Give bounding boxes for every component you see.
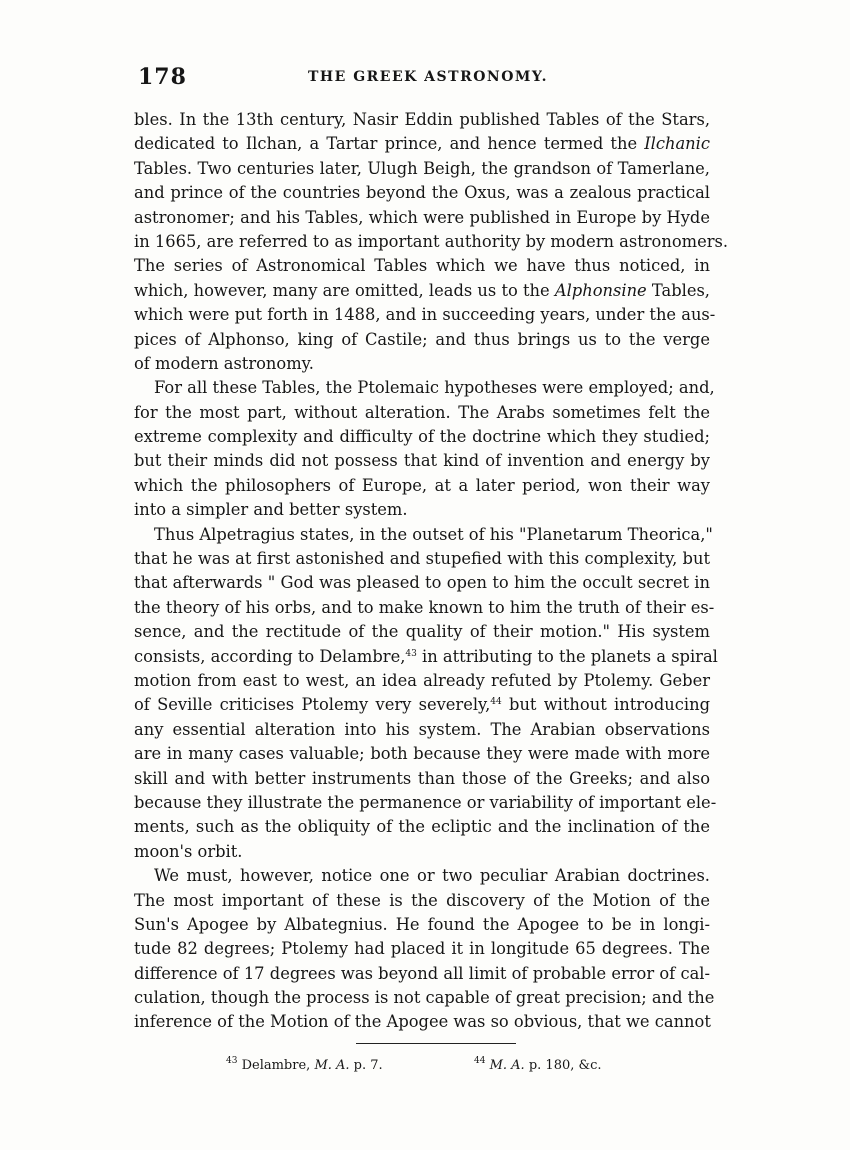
footnote-43: $^{43}$ Delambre, M. A. p. 7. — [226, 1056, 383, 1073]
text-line: extreme complexity and difficulty of the doctrine which they studied; — [134, 427, 710, 447]
text-line: inference of the Motion of the Apogee was so obvious, that we cannot — [134, 1012, 711, 1032]
page-header — [138, 62, 712, 98]
page-number: 178 — [138, 64, 187, 90]
text-line: Tables. Two centuries later, Ulugh Beigh, the grandson of Tamerlane, — [134, 158, 710, 178]
text-line: into a simpler and better system. — [134, 500, 408, 520]
text-line: which, however, many are omitted, leads us to the Alphonsine Tables, — [134, 280, 710, 300]
text-line: We must, however, notice one or two peculiar Arabian doctrines. — [154, 866, 710, 886]
text-line: motion from east to west, an idea already refuted by Ptolemy. Geber — [134, 670, 710, 690]
text-line: pices of Alphonso, king of Castile; and thus brings us to the verge — [134, 329, 710, 349]
body-text — [134, 108, 729, 1035]
text-line: because they illustrate the permanence or variability of important ele- — [134, 792, 717, 812]
text-line: culation, though the process is not capable of great precision; and the — [134, 988, 715, 1008]
text-line: ments, such as the obliquity of the ecliptic and the inclination of the — [134, 817, 710, 837]
text-line: which the philosophers of Europe, at a later period, won their way — [134, 475, 710, 495]
footnote-rule — [356, 1043, 516, 1044]
footnote-44: $^{44}$ M. A. p. 180, &c. — [474, 1056, 602, 1073]
text-line: but their minds did not possess that kind of invention and energy by — [134, 451, 710, 471]
paragraph — [134, 376, 715, 522]
text-line: sence, and the rectitude of the quality of their motion." His system — [134, 622, 710, 642]
text-line: which were put forth in 1488, and in succeeding years, under the aus- — [134, 305, 716, 325]
text-line: difference of 17 degrees was beyond all limit of probable error of cal- — [134, 963, 710, 983]
running-head: THE GREEK ASTRONOMY. — [308, 69, 548, 85]
text-line: in 1665, are referred to as important authority by modern astronomers. — [134, 231, 729, 251]
text-line: that afterwards " God was pleased to open to him the occult secret in — [134, 573, 710, 593]
text-line: astronomer; and his Tables, which were published in Europe by Hyde — [134, 207, 710, 227]
text-line: of modern astronomy. — [134, 353, 314, 373]
text-line: consists, according to Delambre,$^{43}$ in attributing to the planets a spiral — [134, 646, 718, 666]
text-line: Thus Alpetragius states, in the outset of his "Planetarum Theorica," — [154, 524, 713, 544]
text-line: that he was at first astonished and stupefied with this complexity, but — [134, 549, 710, 569]
text-line: moon's orbit. — [134, 841, 243, 861]
text-line: dedicated to Ilchan, a Tartar prince, and hence termed the Ilchanic — [134, 134, 710, 154]
footnote-marker: 44 — [474, 1056, 486, 1066]
footnote-ref: 44 — [490, 697, 502, 708]
text-line: tude 82 degrees; Ptolemy had placed it in longitude 65 degrees. The — [134, 939, 710, 959]
paragraph — [134, 523, 718, 864]
text-line: and prince of the countries beyond the Oxus, was a zealous practical — [134, 183, 710, 203]
text-line: bles. In the 13th century, Nasir Eddin published Tables of the Stars, — [134, 110, 710, 129]
text-line: skill and with better instruments than those of the Greeks; and also — [134, 768, 710, 788]
footnote-ref: 43 — [405, 648, 417, 659]
text-line: Sun's Apogee by Albategnius. He found the Apogee to be in longi- — [134, 914, 710, 934]
text-line: for the most part, without alteration. The Arabs sometimes felt the — [134, 402, 710, 422]
text-line: For all these Tables, the Ptolemaic hypotheses were employed; and, — [154, 378, 715, 398]
text-line: any essential alteration into his system. The Arabian observations — [134, 719, 710, 739]
text-line: are in many cases valuable; both because they were made with more — [134, 744, 710, 764]
text-line: the theory of his orbs, and to make known to him the truth of their es- — [134, 597, 715, 617]
footnote-marker: 43 — [226, 1056, 238, 1066]
text-line: of Seville criticises Ptolemy very severely,$^{44}$ but without introducing — [134, 695, 710, 715]
paragraph — [134, 108, 729, 376]
paragraph — [134, 864, 715, 1035]
text-line: The most important of these is the discovery of the Motion of the — [134, 890, 710, 910]
text-line: The series of Astronomical Tables which we have thus noticed, in — [134, 256, 710, 276]
